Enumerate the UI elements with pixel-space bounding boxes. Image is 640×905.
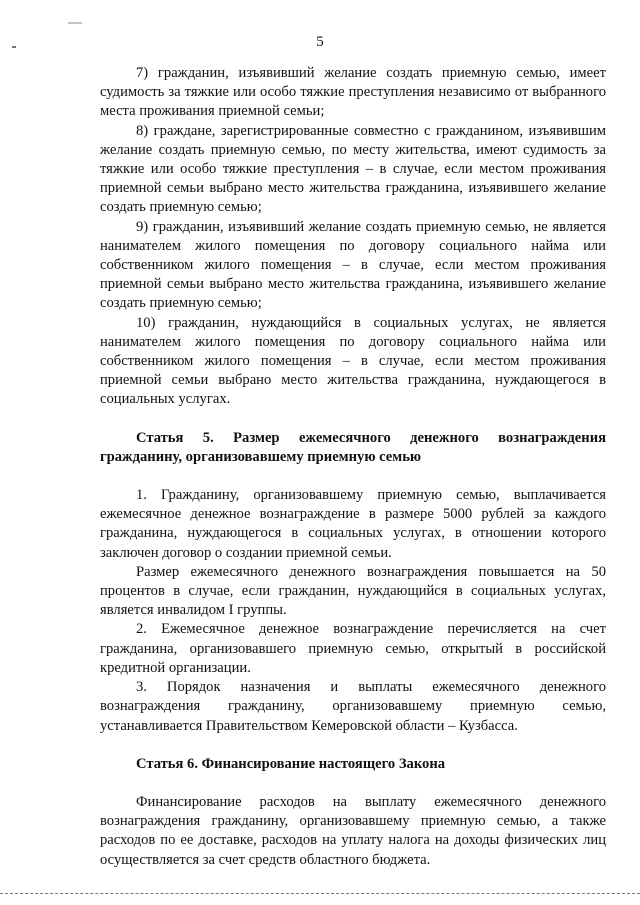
document-body <box>100 64 606 870</box>
list-item-7: 7) гражданин, изъявивший желание создать приемную семью, имеет судимость за тяжкие или особо тяжкие преступления независимо от выбранного места проживания приемной семьи; <box>100 65 606 120</box>
bottom-divider <box>0 893 640 894</box>
article-5-paragraph: 2. Ежемесячное денежное вознаграждение перечисляется на счет гражданина, организовавшего приемную семью, открытый в российской кредитной организации. <box>100 621 606 676</box>
article-5-heading: Статья 5. Размер ежемесячного денежного вознаграждения гражданину, организовавшему приемную семью <box>100 429 606 465</box>
article-5-paragraph: Размер ежемесячного денежного вознаграждения повышается на 50 процентов в случае, если гражданин, нуждающийся в социальных услугах, является инвалидом I группы. <box>100 563 606 619</box>
scan-artifact <box>68 22 82 24</box>
list-item-9: 9) гражданин, изъявивший желание создать приемную семью, не является нанимателем жилого помещения по договору социального найма или собственником жилого помещения – в случае, если местом проживания приемной семьи выбрано место жительства гражданина, изъявившего желание создать приемную семью; <box>100 218 606 312</box>
article-6-paragraph: Финансирование расходов на выплату ежемесячного денежного вознаграждения гражданину, организовавшему приемную семью, а также расходов по ее доставке, расходов на уплату налога на доходы физических лиц осуществляется за счет средств областного бюджета. <box>100 793 606 868</box>
article-5-paragraph: 1. Гражданину, организовавшему приемную семью, выплачивается ежемесячное денежное вознаграждение в размере 5000 рублей за каждого гражданина, нуждающегося в социальных услугах, в отношении которого заключен договор о создании приемной семьи. <box>100 487 606 561</box>
list-item-10: 10) гражданин, нуждающийся в социальных услугах, не является нанимателем жилого помещения по договору социального найма или собственником жилого помещения – в случае, если местом проживания приемной семьи выбрано место жительства гражданина, нуждающегося в социальных услугах. <box>100 314 606 408</box>
article-5-paragraph: 3. Порядок назначения и выплаты ежемесячного денежного вознаграждения гражданину, организовавшему приемную семью, устанавливается Правительством Кемеровской области – Кузбасса. <box>100 679 606 734</box>
article-6-heading: Статья 6. Финансирование настоящего Закона <box>136 755 446 772</box>
page-number: 5 <box>316 34 324 50</box>
list-item-8: 8) граждане, зарегистрированные совместно с гражданином, изъявившим желание создать приемную семью, по месту жительства, имеют судимость за тяжкие или особо тяжкие преступления – в случае, если местом проживания приемной семьи выбрано место жительства гражданина, изъявившего желание создать приемную семью; <box>100 122 606 216</box>
